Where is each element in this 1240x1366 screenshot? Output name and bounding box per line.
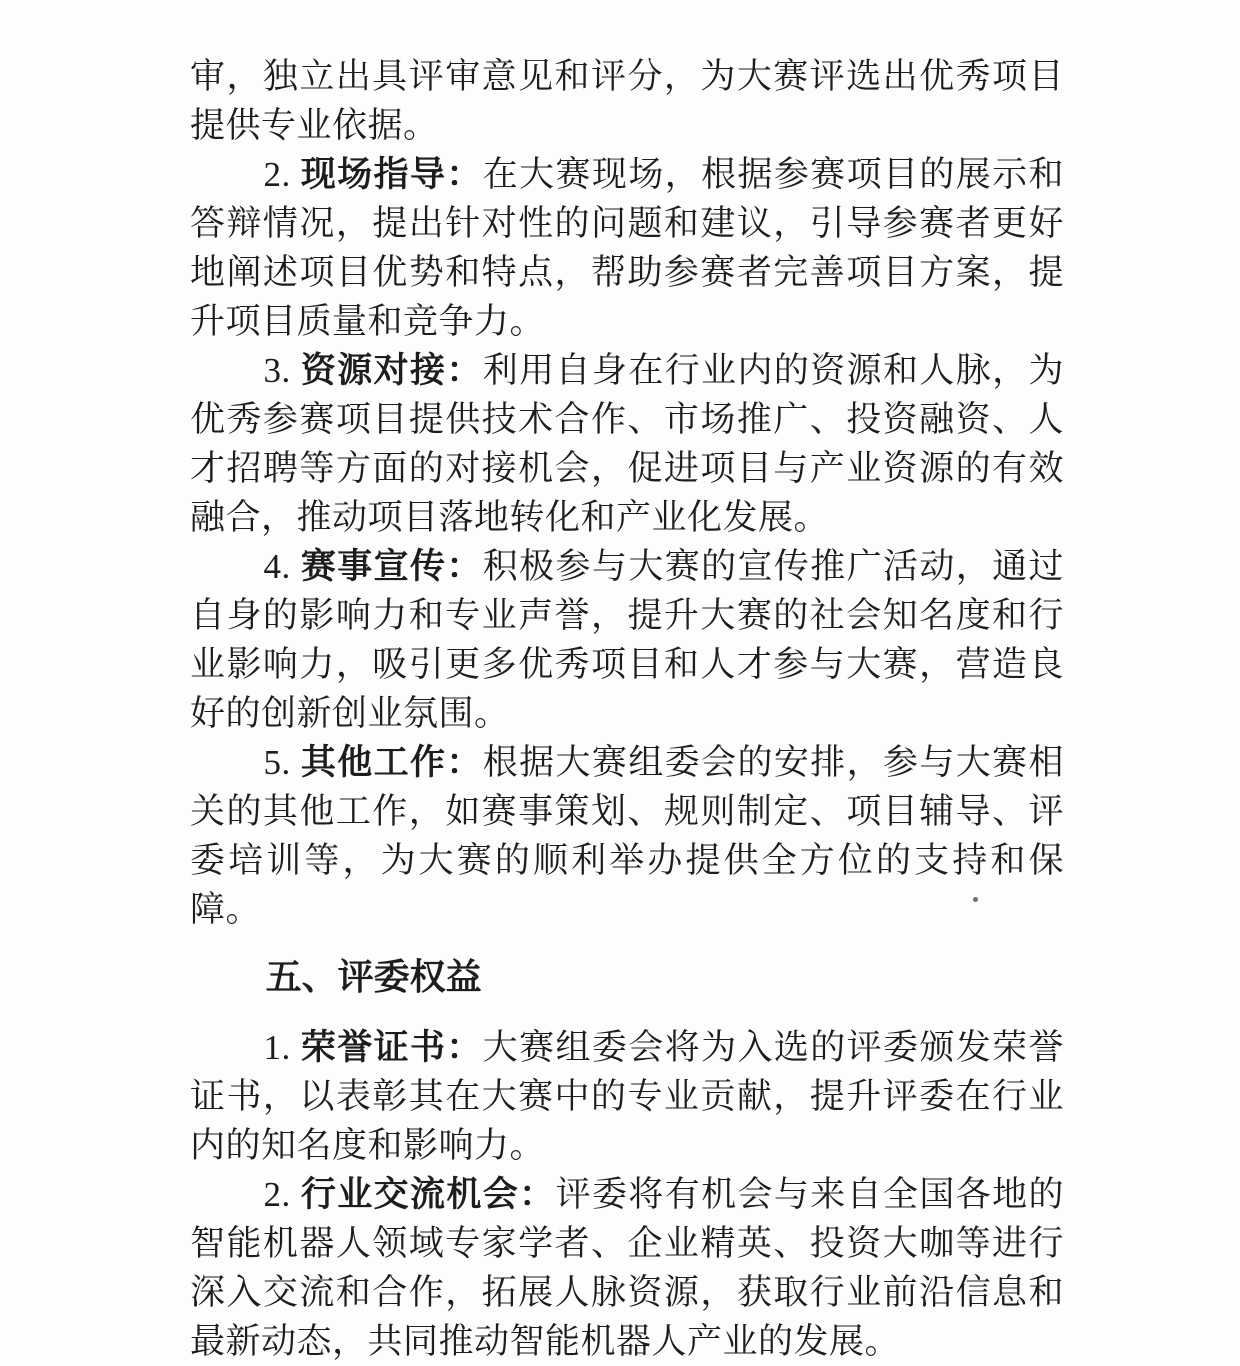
term-label: 现场指导： [300, 155, 483, 194]
scan-speck [973, 897, 978, 902]
text-run: 在大赛现场，根据参赛项目的展示和答辩情况，提出针对性的问题和建议，引导参赛者更好地阐述项目优势和特点，帮助参赛者完善项目方案，提升项目质量和竞争力。 [190, 155, 1064, 341]
text-run: 根据大赛组委会的安排，参与大赛相关的其他工作，如赛事策划、规则制定、项目辅导、评委培训等，为大赛的顺利举办提供全方位的支持和保障。 [190, 743, 1064, 929]
text-run: 大赛组委会将为入选的评委颁发荣誉证书，以表彰其在大赛中的专业贡献，提升评委在行业内的知名度和影响力。 [190, 1028, 1064, 1165]
text-run: 利用自身在行业内的资源和人脉，为优秀参赛项目提供技术合作、市场推广、投资融资、人才招聘等方面的对接机会，促进项目与产业资源的有效融合，推动项目落地转化和产业化发展。 [190, 351, 1064, 537]
paragraph-other-work [190, 738, 1064, 934]
paragraph-continuation [190, 52, 1064, 150]
list-number: 2. [263, 155, 301, 194]
text-run: 积极参与大赛的宣传推广活动，通过自身的影响力和专业声誉，提升大赛的社会知名度和行业影响力，吸引更多优秀项目和人才参与大赛，营造良好的创新创业氛围。 [190, 547, 1064, 733]
term-label: 行业交流机会： [300, 1175, 556, 1214]
term-label: 荣誉证书： [300, 1028, 483, 1067]
paragraph-resource-matching [190, 346, 1064, 542]
text-run: 评委将有机会与来自全国各地的智能机器人领域专家学者、企业精英、投资大咖等进行深入交流和合作，拓展人脉资源，获取行业前沿信息和最新动态，共同推动智能机器人产业的发展。 [190, 1175, 1064, 1361]
section-heading-judge-benefits: 五、评委权益 [265, 956, 482, 997]
term-label: 赛事宣传： [300, 547, 483, 586]
term-label: 资源对接： [300, 351, 483, 390]
list-number: 2. [263, 1175, 301, 1214]
text-run: 审，独立出具评审意见和评分，为大赛评选出优秀项目提供专业依据。 [190, 57, 1064, 145]
list-number: 5. [263, 743, 301, 782]
list-number: 1. [263, 1028, 301, 1067]
paragraph-event-promotion [190, 542, 1064, 738]
term-label: 其他工作： [300, 743, 483, 782]
list-number: 4. [263, 547, 301, 586]
document-body [190, 52, 1064, 1366]
list-number: 3. [263, 351, 301, 390]
paragraph-industry-networking [190, 1170, 1064, 1366]
paragraph-honor-certificate [190, 1023, 1064, 1170]
paragraph-onsite-guidance [190, 150, 1064, 346]
